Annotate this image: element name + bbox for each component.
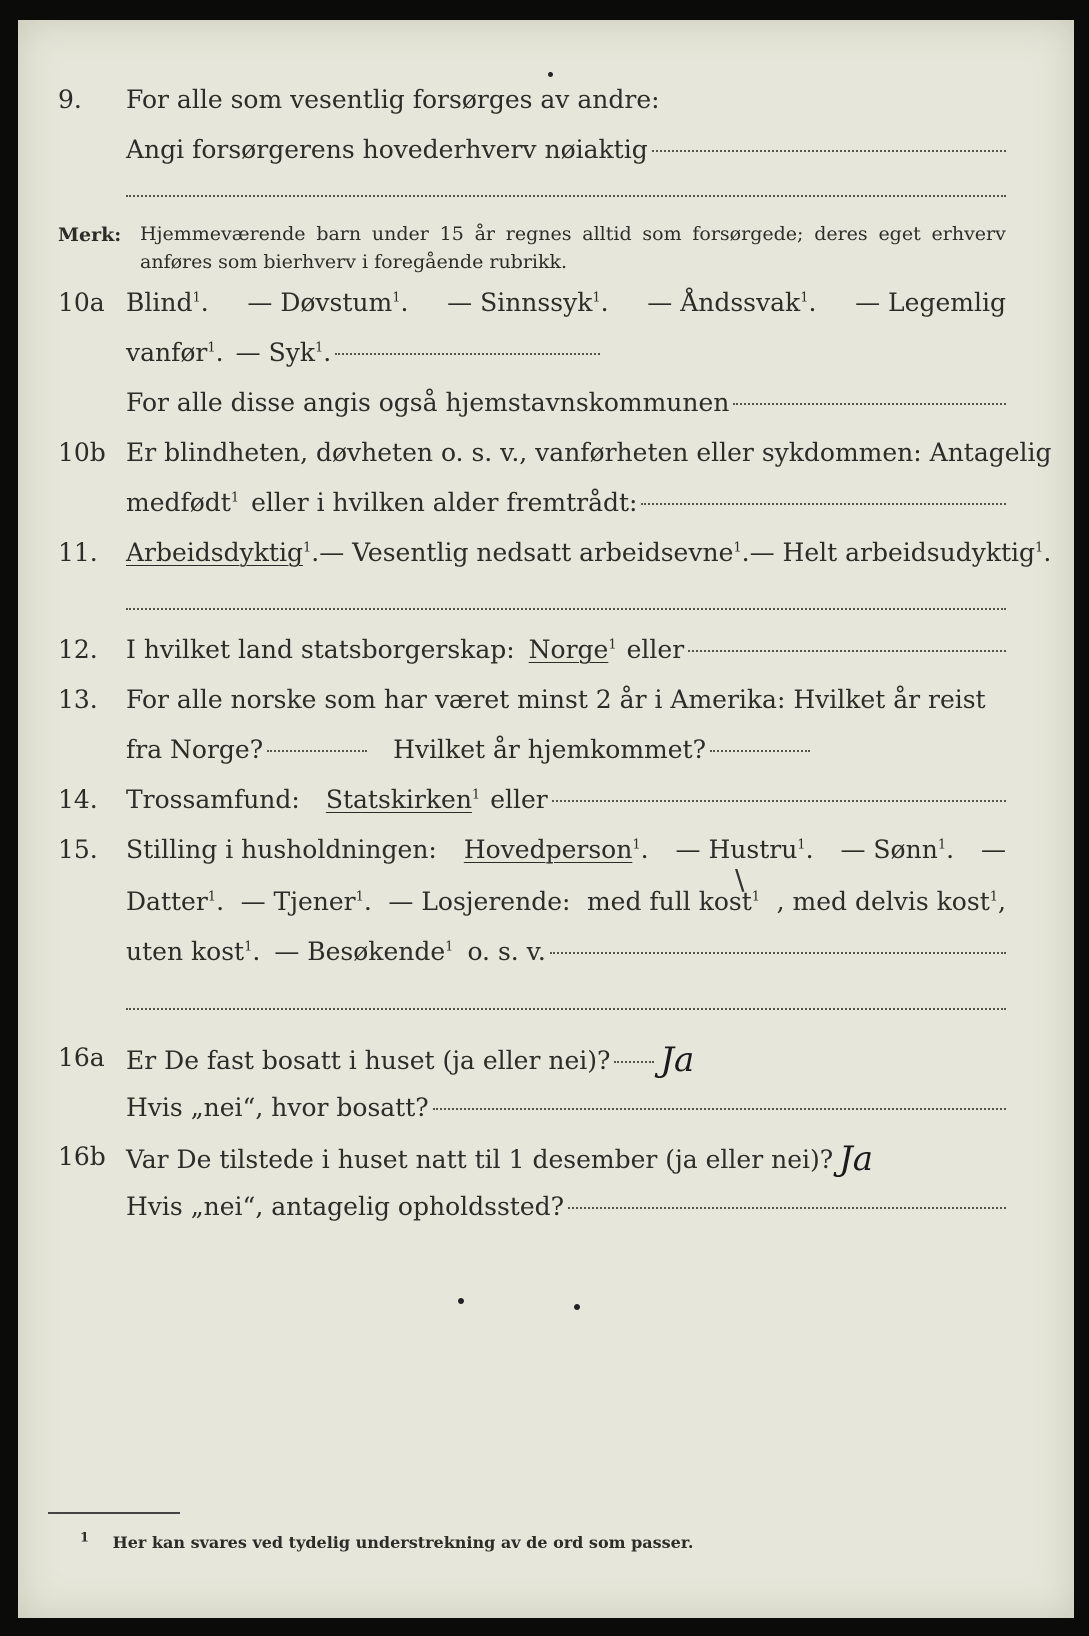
question-10a — [18, 283, 1074, 323]
question-number: 16b — [58, 1142, 106, 1171]
question-number: 11. — [58, 538, 98, 567]
question-number: 12. — [58, 635, 98, 664]
note-word: år — [474, 223, 495, 245]
answer-field[interactable] — [568, 1207, 1006, 1209]
option-hovedperson[interactable]: Hovedperson$^1$. — [463, 835, 649, 864]
question-text: Hvis „nei“, hvor bosatt? — [126, 1093, 429, 1122]
question-text: Stilling i husholdningen: — [126, 835, 437, 864]
note-line-2: anføres som bierhverv i foregående rubrikk. — [140, 251, 568, 273]
question-9 — [18, 80, 1074, 120]
question-text: o. s. v. — [467, 937, 546, 966]
answer-field[interactable] — [652, 150, 1006, 152]
question-number: 15. — [58, 835, 98, 864]
handwritten-check-mark: \ — [735, 863, 745, 896]
question-10b — [18, 433, 1074, 473]
question-13 — [18, 680, 1074, 720]
question-number: 14. — [58, 785, 98, 814]
answer-field[interactable] — [733, 403, 1006, 405]
option-sinnssyk[interactable]: — Sinnssyk$^1$. — [447, 288, 609, 317]
option-blind[interactable]: Blind$^1$. — [126, 288, 209, 317]
note-word: barn — [316, 223, 362, 245]
question-16b-line-2 — [18, 1187, 1074, 1227]
answer-field-year-returned[interactable] — [710, 750, 810, 752]
footnote-rule — [48, 1512, 180, 1514]
question-10a-line-3 — [18, 383, 1074, 423]
option-uten-kost[interactable]: uten kost$^1$. — [126, 937, 261, 966]
option-datter[interactable]: Datter$^1$. — [126, 887, 225, 916]
question-13-line-2 — [18, 730, 1074, 770]
question-text: I hvilket land statsborgerskap: — [126, 635, 515, 664]
question-text: eller i hvilken alder fremtrådt: — [251, 488, 638, 517]
answer-field[interactable] — [550, 952, 1006, 954]
answer-field[interactable] — [126, 1008, 1006, 1010]
question-number: 13. — [58, 685, 98, 714]
ink-speck — [548, 72, 553, 77]
question-text: For alle norske som har været minst 2 år i Amerika: Hvilket år reist — [126, 685, 986, 714]
question-text: Hvis „nei“, antagelig opholdssted? — [126, 1192, 565, 1221]
option-sonn[interactable]: — Sønn$^1$. — [840, 835, 955, 864]
dash: — — [981, 835, 1006, 864]
option-full-kost[interactable]: med full kost$^1$ — [586, 887, 761, 916]
question-text: eller — [490, 785, 548, 814]
question-9-line-2 — [18, 130, 1074, 170]
option-hustru[interactable]: — Hustru$^1$. — [675, 835, 814, 864]
answer-field[interactable] — [552, 800, 1006, 802]
answer-field[interactable] — [614, 1061, 654, 1063]
ink-speck — [458, 1298, 464, 1304]
option-nedsatt[interactable]: — Vesentlig nedsatt arbeidsevne$^1$. — [319, 538, 750, 567]
census-form-page — [18, 20, 1074, 1618]
answer-field[interactable] — [433, 1108, 1006, 1110]
question-12 — [18, 630, 1074, 670]
question-number: 10b — [58, 438, 106, 467]
note-word: forsørgede; — [692, 223, 804, 245]
question-text: — Losjerende: — [388, 887, 571, 916]
question-10a-line-2 — [18, 333, 1074, 373]
question-15 — [18, 830, 1074, 870]
answer-field[interactable] — [688, 650, 1006, 652]
handwritten-answer: Ja — [660, 1040, 695, 1080]
question-16a-line-2 — [18, 1088, 1074, 1128]
note-word: som — [642, 223, 682, 245]
question-16a — [18, 1038, 1074, 1078]
option-medfodt[interactable]: medfødt$^1$ — [126, 488, 240, 517]
question-number: 16a — [58, 1043, 105, 1072]
question-10b-line-2 — [18, 483, 1074, 523]
question-text: Hvilket år hjemkommet? — [393, 735, 707, 764]
question-text: For alle disse angis også hjemstavnskommunen — [126, 388, 730, 417]
question-text: Var De tilstede i huset natt til 1 desember (ja eller nei)? — [126, 1145, 834, 1174]
note-word: erhverv — [931, 223, 1006, 245]
note-label: Merk: — [58, 224, 122, 246]
answer-field[interactable] — [335, 353, 600, 355]
question-text: fra Norge? — [126, 735, 264, 764]
footnote — [80, 1532, 693, 1554]
option-legemlig[interactable]: — Legemlig — [855, 288, 1006, 317]
note-text — [140, 220, 1006, 276]
ink-speck — [574, 1304, 580, 1310]
option-besokende[interactable]: — Besøkende$^1$ — [274, 937, 454, 966]
option-statskirken[interactable]: Statskirken$^1$ — [325, 785, 481, 814]
answer-field[interactable] — [126, 608, 1006, 610]
question-11 — [18, 533, 1074, 573]
option-delvis-kost[interactable]: , med delvis kost$^1$, — [776, 887, 1006, 916]
note-word: under — [371, 223, 429, 245]
question-text: Trossamfund: — [126, 785, 300, 814]
footnote-text: Her kan svares ved tydelig understrekning av de ord som passer. — [112, 1533, 694, 1552]
footnote-mark: 1 — [80, 1530, 90, 1546]
question-16b — [18, 1137, 1074, 1177]
option-vanfor[interactable]: vanfør$^1$. — [126, 338, 224, 367]
option-arbeidsdyktig[interactable]: Arbeidsdyktig$^1$. — [126, 538, 320, 567]
note-word: regnes — [505, 223, 572, 245]
note-line-1 — [140, 220, 1006, 248]
option-norge[interactable]: Norge$^1$ — [528, 635, 617, 664]
option-dovstum[interactable]: — Døvstum$^1$. — [247, 288, 409, 317]
note-word: 15 — [439, 223, 464, 245]
note-word: eget — [878, 223, 921, 245]
question-text: Er De fast bosatt i huset (ja eller nei)? — [126, 1046, 611, 1075]
question-text: For alle som vesentlig forsørges av andre: — [126, 85, 660, 114]
option-andssvak[interactable]: — Åndssvak$^1$. — [647, 288, 817, 317]
question-text: Er blindheten, døvheten o. s. v., vanførheten eller sykdommen: Antagelig — [126, 438, 1052, 467]
question-text: eller — [626, 635, 685, 664]
question-text: Angi forsørgerens hovederhverv nøiaktig — [126, 135, 648, 164]
answer-field-year-left[interactable] — [267, 750, 367, 752]
question-number: 9. — [58, 85, 82, 114]
handwritten-answer: Ja — [839, 1139, 874, 1179]
note-word: deres — [814, 223, 868, 245]
question-14 — [18, 780, 1074, 820]
question-15-line-2 — [18, 882, 1074, 922]
answer-field[interactable] — [126, 195, 1006, 197]
option-tjener[interactable]: — Tjener$^1$. — [240, 887, 372, 916]
option-syk[interactable]: — Syk$^1$. — [235, 338, 332, 367]
option-udyktig[interactable]: — Helt arbeidsudyktig$^1$. — [749, 538, 1052, 567]
question-15-line-3 — [18, 932, 1074, 972]
note-word: Hjemmeværende — [140, 223, 306, 245]
question-number: 10a — [58, 288, 105, 317]
answer-field[interactable] — [641, 503, 1006, 505]
note-word: alltid — [582, 223, 632, 245]
